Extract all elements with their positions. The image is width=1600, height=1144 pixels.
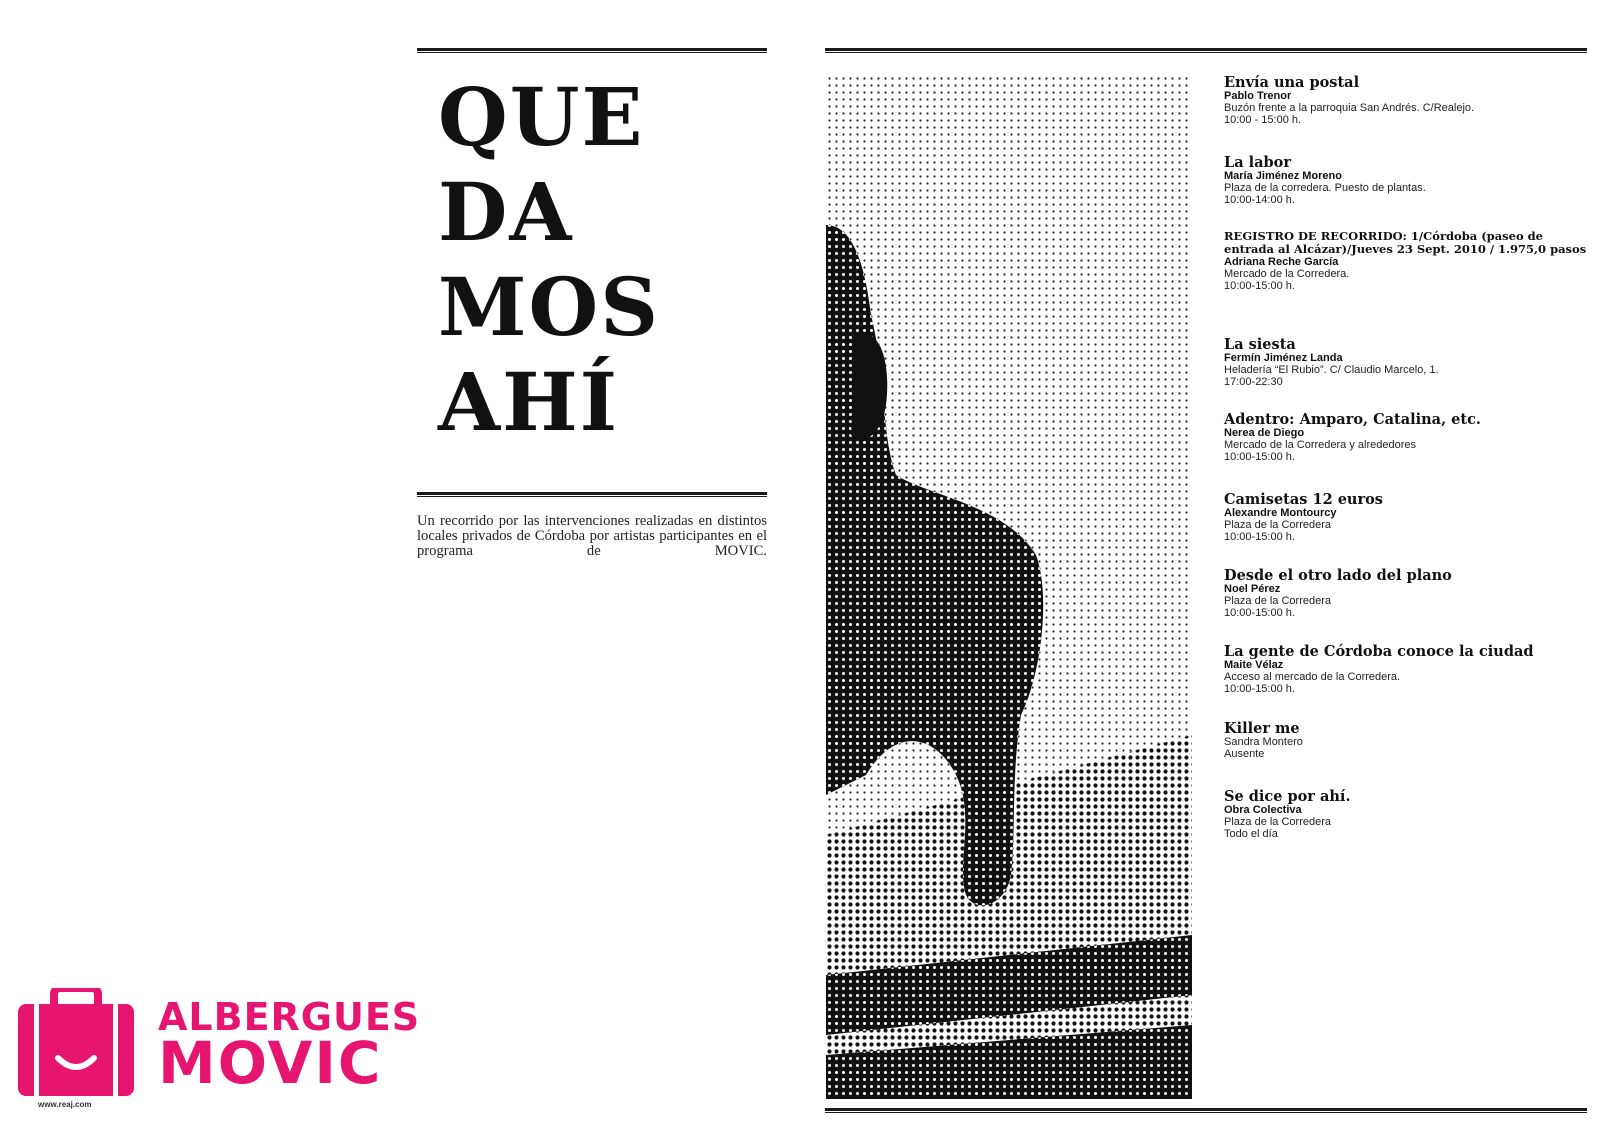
intro-text: Un recorrido por las intervenciones realizadas en distintos locales privados de Córdoba por artistas participantes en el programa de MOVIC. (417, 513, 767, 559)
event-artist: Adriana Reche García (1224, 256, 1339, 268)
event-item (1224, 569, 1594, 645)
logo-url: www.reaj.com (38, 1100, 92, 1109)
event-artist: Maite Vélaz (1224, 659, 1284, 671)
event-time: 10:00-15:00 h. (1224, 683, 1295, 695)
top-rule-right (825, 48, 1587, 53)
event-item (1224, 230, 1594, 338)
event-time: 10:00-15:00 h. (1224, 451, 1295, 463)
event-location: Buzón frente a la parroquia San Andrés. C/Realejo. (1224, 102, 1475, 114)
event-time: Todo el día (1224, 828, 1278, 840)
event-item (1224, 645, 1594, 722)
suitcase-icon (18, 988, 134, 1098)
event-title: Killer me (1224, 720, 1300, 737)
event-artist: María Jiménez Moreno (1224, 170, 1342, 182)
top-rule-left (417, 48, 767, 53)
title-line: DA (438, 165, 574, 259)
event-location: Plaza de la Corredera (1224, 816, 1332, 828)
event-artist: Nerea de Diego (1224, 427, 1305, 439)
event-item (1224, 413, 1594, 493)
event-artist: Sandra Montero (1224, 736, 1303, 748)
event-time: 10:00 - 15:00 h. (1224, 114, 1302, 126)
event-artist: Alexandre Montourcy (1224, 507, 1337, 519)
bottom-rule-right (825, 1108, 1587, 1113)
event-time: 10:00-14:00 h. (1224, 194, 1295, 206)
event-location: Plaza de la Corredera (1224, 595, 1332, 607)
event-list (1224, 76, 1594, 840)
event-title: Se dice por ahí. (1224, 788, 1351, 805)
event-title: Camisetas 12 euros (1224, 491, 1383, 508)
event-artist: Pablo Trenor (1224, 90, 1292, 102)
title-line: MOS (438, 260, 661, 354)
event-location: Mercado de la Corredera y alrededores (1224, 439, 1416, 451)
event-location: Heladería “El Rubio”. C/ Claudio Marcelo, 1. (1224, 364, 1439, 376)
event-item (1224, 338, 1594, 413)
event-artist: Fermín Jiménez Landa (1224, 352, 1343, 364)
event-status: Ausente (1224, 748, 1265, 760)
event-artist: Noel Pérez (1224, 583, 1281, 595)
event-artist: Obra Colectiva (1224, 804, 1302, 816)
event-title: La gente de Córdoba conoce la ciudad (1224, 643, 1534, 660)
brand-name (158, 995, 421, 1097)
halftone-photo (826, 75, 1192, 1099)
brand-line-1: ALBERGUES (158, 995, 421, 1039)
event-location: Mercado de la Corredera. (1224, 268, 1350, 280)
event-location: Acceso al mercado de la Corredera. (1224, 671, 1401, 683)
page-title (438, 70, 660, 450)
event-title: Adentro: Amparo, Catalina, etc. (1224, 411, 1481, 428)
event-title: La labor (1224, 154, 1291, 171)
event-title: La siesta (1224, 336, 1296, 353)
event-location: Plaza de la Corredera (1224, 519, 1332, 531)
albergues-movic-logo (18, 988, 421, 1109)
event-item (1224, 493, 1594, 569)
middle-rule-left (417, 492, 767, 497)
brand-line-2: MOVIC (158, 1029, 383, 1097)
event-time: 17:00-22:30 (1224, 376, 1283, 388)
event-title: Desde el otro lado del plano (1224, 567, 1452, 584)
event-time: 10:00-15:00 h. (1224, 531, 1295, 543)
title-line: AHÍ (438, 355, 620, 449)
event-title: REGISTRO DE RECORRIDO: 1/Córdoba (paseo de entrada al Alcázar)/Jueves 23 Sept. 2010 / 1.975,0 pasos (1224, 229, 1587, 256)
event-location: Plaza de la corredera. Puesto de plantas. (1224, 182, 1426, 194)
event-time: 10:00-15:00 h. (1224, 607, 1295, 619)
event-item (1224, 76, 1594, 156)
event-item (1224, 156, 1594, 230)
title-line: QUE (438, 70, 645, 164)
event-item (1224, 790, 1594, 840)
event-item (1224, 722, 1594, 790)
event-title: Envía una postal (1224, 74, 1360, 91)
event-time: 10:00-15:00 h. (1224, 280, 1295, 292)
